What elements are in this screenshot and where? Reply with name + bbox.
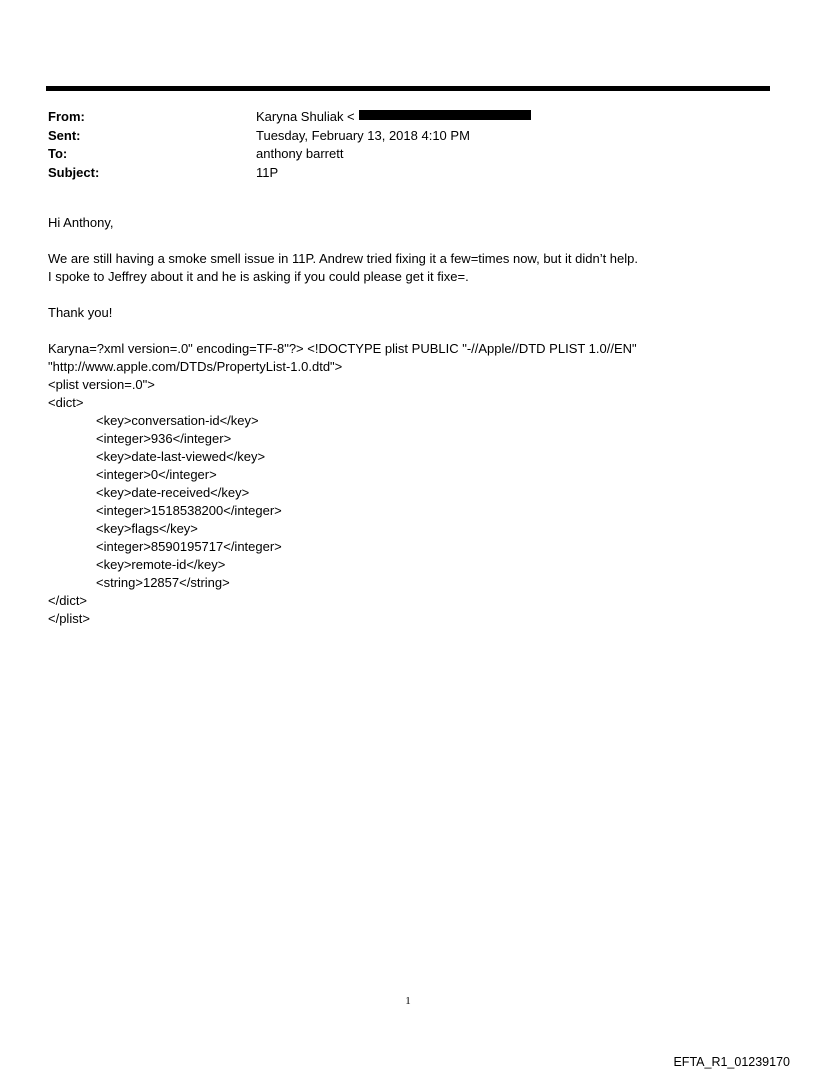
xml-line-2: "http://www.apple.com/DTDs/PropertyList-1.0.dtd"> (48, 359, 343, 374)
xml-line-1: Karyna=?xml version=.0" encoding=TF-8"?> <!DOCTYPE plist PUBLIC "-//Apple//DTD PLIST 1.0//EN" (48, 341, 637, 356)
sent-row (48, 127, 531, 146)
to-label: To: (48, 146, 68, 161)
subject-row (48, 164, 531, 183)
xml-line-3: <plist version=.0"> (48, 377, 155, 392)
dict-item: <key>conversation-id</key> (96, 413, 259, 428)
body-line-1: We are still having a smoke smell issue in 11P. Andrew tried fixing it a few=times now, but it didn’t help. (48, 251, 638, 266)
redaction-bar (359, 110, 531, 120)
greeting: Hi Anthony, (48, 215, 114, 230)
dict-item: <key>flags</key> (96, 521, 198, 536)
xml-line-4: <dict> (48, 395, 84, 410)
from-sender: Karyna Shuliak < (256, 109, 355, 124)
page-number: 1 (405, 995, 411, 1007)
dict-item: <integer>8590195717</integer> (96, 539, 282, 554)
to-value: anthony barrett (256, 146, 344, 161)
from-value (256, 108, 531, 127)
subject-label: Subject: (48, 164, 100, 180)
from-row (48, 108, 531, 127)
subject-value: 11P (256, 164, 279, 180)
dict-item: <key>remote-id</key> (96, 557, 226, 572)
dict-item: <string>12857</string> (96, 575, 230, 590)
body-line-2: I spoke to Jeffrey about it and he is asking if you could please get it fixe=. (48, 269, 469, 284)
from-label: From: (48, 109, 85, 124)
dict-item: <key>date-received</key> (96, 485, 250, 500)
header-divider (46, 86, 770, 91)
xml-close-plist: </plist> (48, 611, 90, 626)
dict-item: <integer>0</integer> (96, 467, 217, 482)
dict-item: <integer>936</integer> (96, 431, 232, 446)
dict-item: <integer>1518538200</integer> (96, 503, 282, 518)
email-body (48, 214, 768, 628)
sent-value: Tuesday, February 13, 2018 4:10 PM (256, 127, 470, 143)
thanks-line: Thank you! (48, 305, 113, 320)
bates-number: EFTA_R1_01239170 (673, 1055, 790, 1069)
sent-label: Sent: (48, 127, 81, 143)
xml-close-dict: </dict> (48, 593, 88, 608)
to-row (48, 145, 531, 164)
email-header (48, 108, 531, 182)
dict-item: <key>date-last-viewed</key> (96, 449, 266, 464)
